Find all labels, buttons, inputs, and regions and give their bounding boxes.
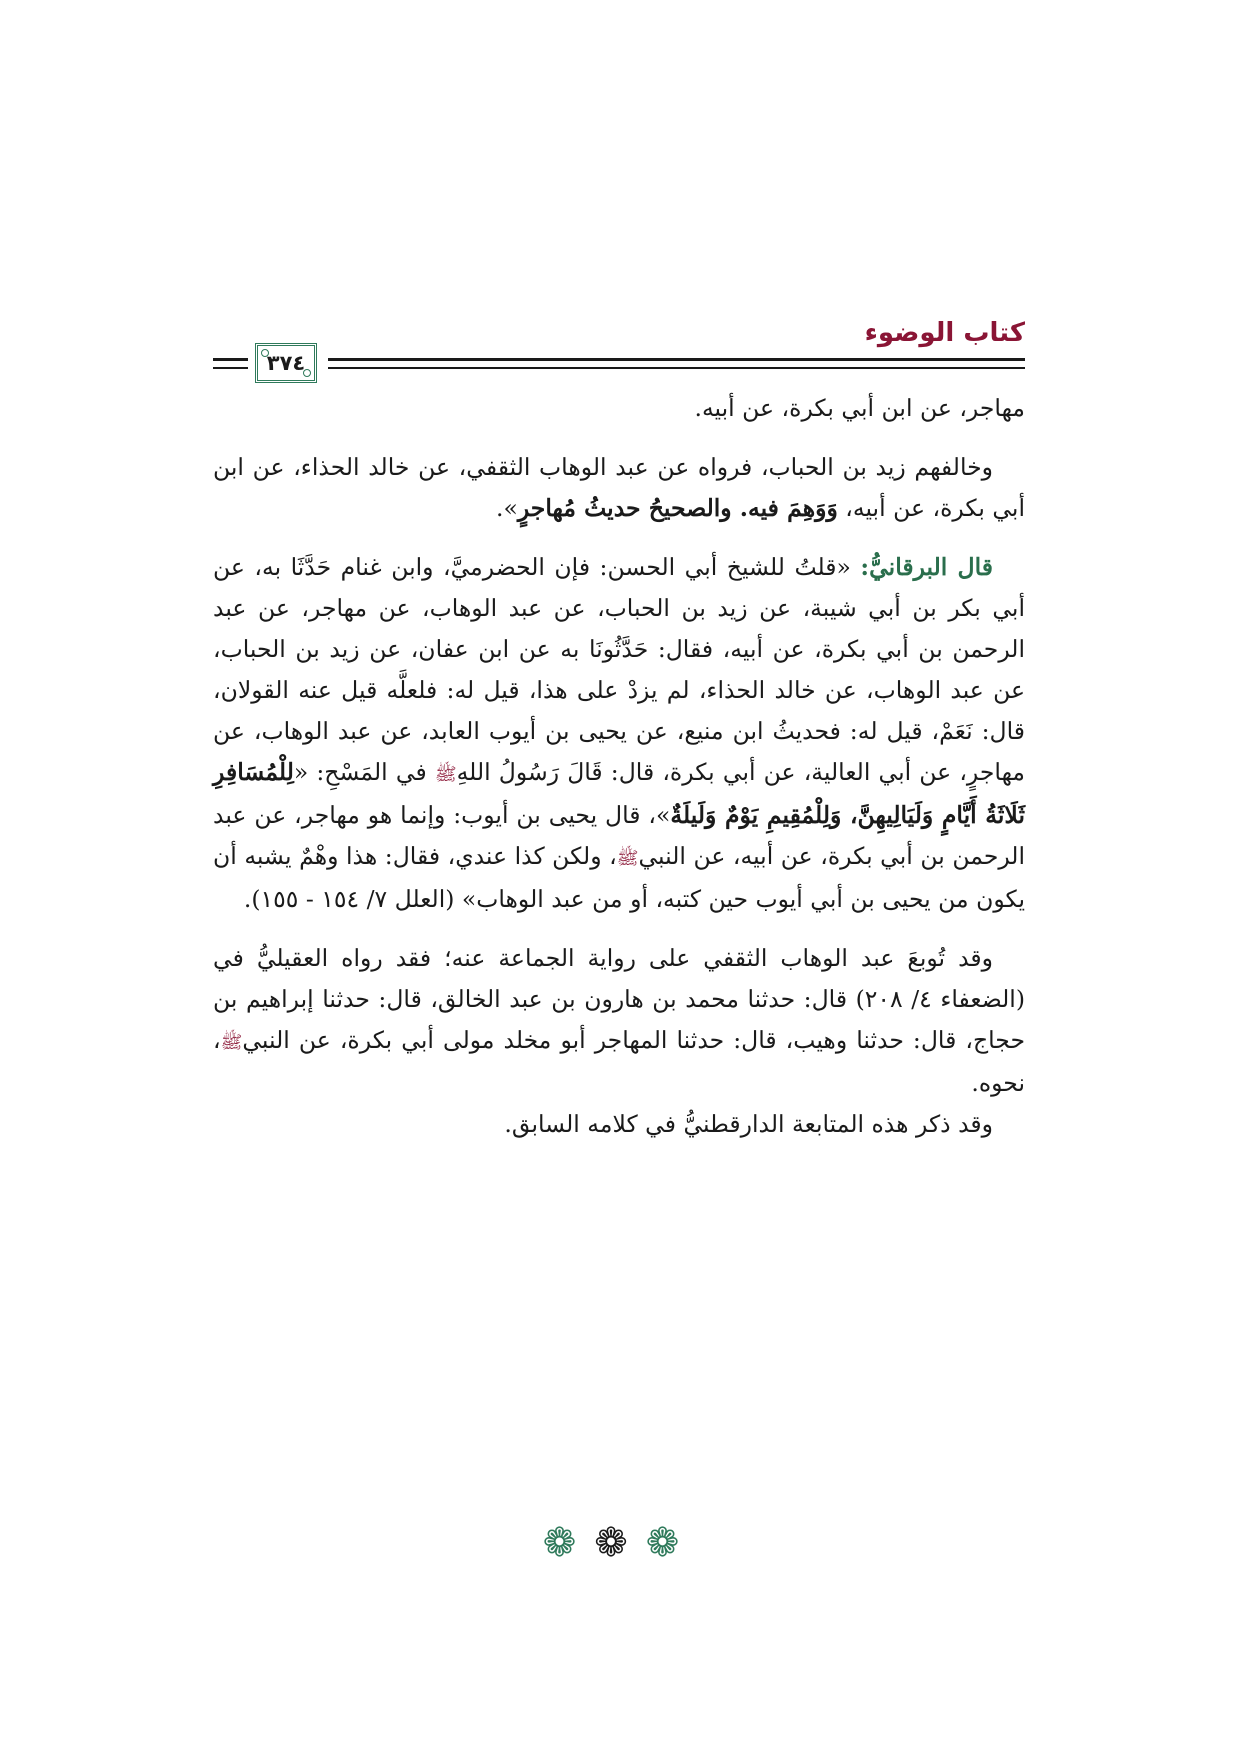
salla-icon: ﷺ (434, 764, 457, 785)
page-header (213, 318, 1025, 388)
paragraph-3-text-b: في المَسْحِ: « (293, 758, 435, 786)
page-body (213, 388, 1025, 1145)
header-rule-top (328, 358, 1025, 361)
floral-ornament-icon: ❁ (542, 1520, 595, 1566)
paragraph-5-text: وقد ذكر هذه المتابعة الدارقطنيُّ في كلامه السابق. (504, 1110, 993, 1138)
paragraph-4-text-a: وقد تُوبعَ عبد الوهاب الثقفي على رواية الجماعة عنه؛ فقد رواه العقيليُّ في (الضعفاء ٤/ ٢٠٨) قال: حدثنا محمد بن هارون بن عبد الخالق، قال: حدثنا إبراهيم بن حجاج، قال: حدثنا وهيب، قال: حدثنا المهاجر أبو مخلد مولى أبي بكرة، عن النبي (213, 944, 1025, 1054)
speaker-label: قال البرقانيُّ: (860, 553, 993, 581)
paragraph-3-text-c: »، قال يحيى بن أيوب: وإنما هو مهاجر، عن عبد الرحمن بن أبي بكرة، عن أبيه، عن النبي (213, 801, 1025, 870)
paragraph-2-end: ». (495, 494, 518, 522)
page-number-badge (255, 343, 317, 383)
paragraph-1-text: مهاجر، عن ابن أبي بكرة، عن أبيه. (694, 394, 1025, 422)
paragraph-4 (213, 938, 1025, 1104)
page-number: ٣٧٤ (266, 351, 306, 375)
floral-ornament-icon: ❁ (594, 1520, 646, 1566)
paragraph-1 (213, 388, 1025, 429)
paragraph-2-ruling: وَوَهِمَ فيه. والصحيحُ حديثُ مُهاجرٍ (517, 494, 838, 522)
hadith-text: لِلْمُسَافِرِ ثَلَاثَةُ أَيَّامٍ وَلَيَالِيهِنَّ، وَلِلْمُقِيمِ يَوْمٌ وَلَيلَةٌ (213, 758, 1025, 829)
salla-icon: ﷺ (220, 1032, 243, 1053)
floral-ornament-icon: ❁ (645, 1520, 698, 1566)
paragraph-3-text-d: ، ولكن كذا عندي، فقال: هذا وهْمٌ يشبه أن يكون من يحيى بن أبي أيوب حين كتبه، أو من عبد الوهاب» (العلل ٧/ ١٥٤ - ١٥٥). (213, 842, 1025, 913)
paragraph-3-text-a: «قلتُ للشيخ أبي الحسن: فإن الحضرميَّ، وابن غنام حَدَّثَا به، عن أبي بكر بن أبي شيبة، عن زيد بن الحباب، عن عبد الوهاب، عن مهاجر، عن عبد الرحمن بن أبي بكرة، عن أبيه، فقال: حَدَّثُونَا به عن ابن عفان، عن زيد بن الحباب، عن عبد الوهاب، عن خالد الحذاء، لم يزدْ على هذا، قيل له: فلعلَّه قيل عنه القولان، قال: نَعَمْ، قيل له: فحديثُ ابن منيع، عن يحيى بن أيوب العابد، عن عبد الوهاب، عن مهاجرٍ، عن أبي العالية، عن أبي بكرة، قال: قَالَ رَسُولُ اللهِ (213, 553, 1026, 786)
salla-icon: ﷺ (616, 848, 639, 869)
paragraph-3 (213, 547, 1025, 920)
paragraph-5 (213, 1104, 1025, 1145)
header-rule-left-top (213, 358, 248, 361)
paragraph-2-text: وخالفهم زيد بن الحباب، فرواه عن عبد الوهاب الثقفي، عن خالد الحذاء، عن ابن أبي بكرة، عن أبيه، (213, 453, 1025, 522)
paragraph-4-text-b: ، نحوه. (213, 1026, 1025, 1097)
paragraph-2 (213, 447, 1025, 529)
header-rule-bottom (328, 367, 1025, 369)
end-ornaments (0, 1520, 1240, 1566)
header-rule-left-bottom (213, 367, 248, 369)
book-title: كتاب الوضوء (864, 318, 1025, 348)
